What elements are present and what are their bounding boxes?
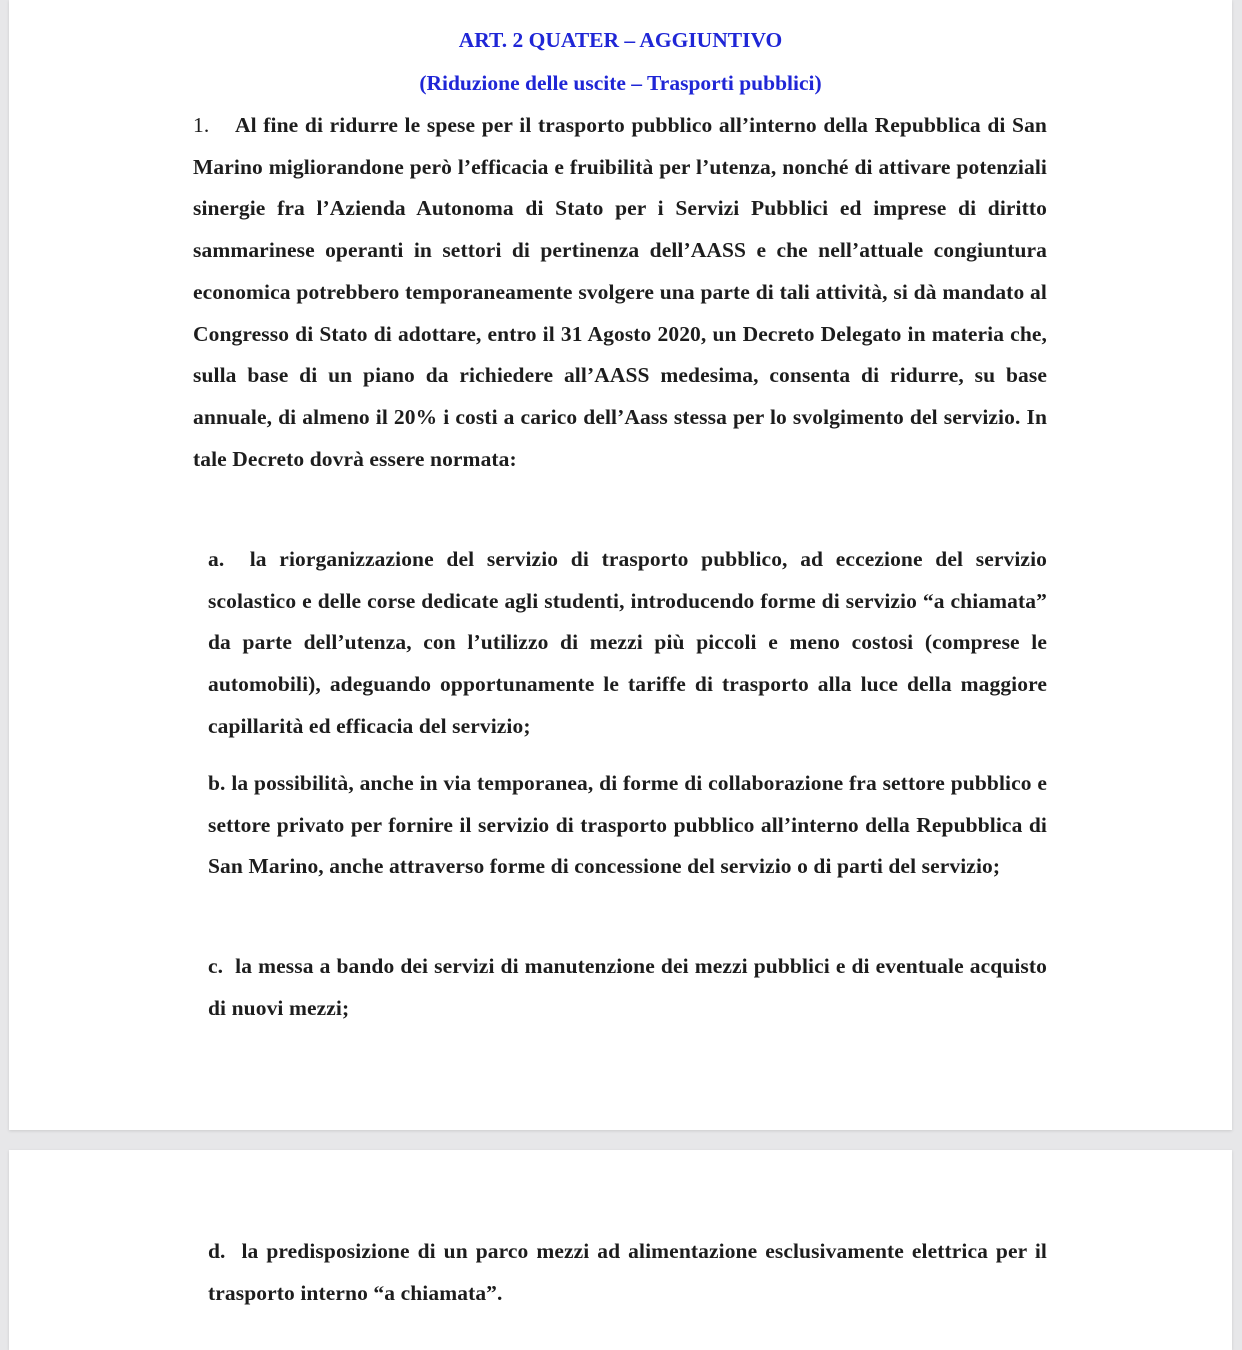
list-item-text: la predisposizione di un parco mezzi ad alimentazione esclusivamente elettrica per il trasporto interno “a chiamata”.: [208, 1239, 1047, 1305]
list-item-c: [208, 946, 1047, 1029]
list-item-b: [208, 763, 1047, 888]
list-item-text: la messa a bando dei servizi di manutenzione dei mezzi pubblici e di eventuale acquisto di nuovi mezzi;: [208, 954, 1047, 1020]
paragraph-1: [193, 105, 1047, 480]
paragraph-text: Al fine di ridurre le spese per il trasporto pubblico all’interno della Repubblica di San Marino migliorandone però l’efficacia e fruibilità per l’utenza, nonché di attivare potenziali sinergie fra l’Azienda Autonoma di Stato per i Servizi Pubblici ed imprese di diritto sammarinese operanti in settori di pertinenza dell’AASS e che nell’attuale congiuntura economica potrebbero temporaneamente svolgere una parte di tali attività, si dà mandato al Congresso di Stato di adottare, entro il 31 Agosto 2020, un Decreto Delegato in materia che, sulla base di un piano da richiedere all’AASS medesima, consenta di ridurre, su base annuale, di almeno il 20% i costi a carico dell’Aass stessa per lo svolgimento del servizio. In tale Decreto dovrà essere normata:: [193, 113, 1047, 471]
article-title: ART. 2 QUATER – AGGIUNTIVO: [458, 28, 783, 52]
list-item-letter: a.: [208, 547, 225, 571]
list-item-letter: d.: [208, 1239, 226, 1263]
document-page-2: [9, 1150, 1232, 1350]
document-page-1: [9, 0, 1232, 1130]
article-subtitle: (Riduzione delle uscite – Trasporti pubblici): [419, 71, 822, 95]
list-item-text: la possibilità, anche in via temporanea, di forme di collaborazione fra settore pubblico e settore privato per fornire il servizio di trasporto pubblico all’interno della Repubblica di San Marino, anche attraverso forme di concessione del servizio o di parti del servizio;: [208, 771, 1047, 879]
list-item-d: [208, 1231, 1047, 1314]
list-item-letter: b.: [208, 771, 226, 795]
paragraph-number: 1.: [193, 113, 210, 137]
list-item-text: la riorganizzazione del servizio di trasporto pubblico, ad eccezione del servizio scolastico e delle corse dedicate agli studenti, introducendo forme di servizio “a chiamata” da parte dell’utenza, con l’utilizzo di mezzi più piccoli e meno costosi (comprese le automobili), adeguando opportunamente le tariffe di trasporto alla luce della maggiore capillarità ed efficacia del servizio;: [208, 547, 1048, 738]
list-item-a: [208, 539, 1047, 748]
list-item-letter: c.: [208, 954, 224, 978]
